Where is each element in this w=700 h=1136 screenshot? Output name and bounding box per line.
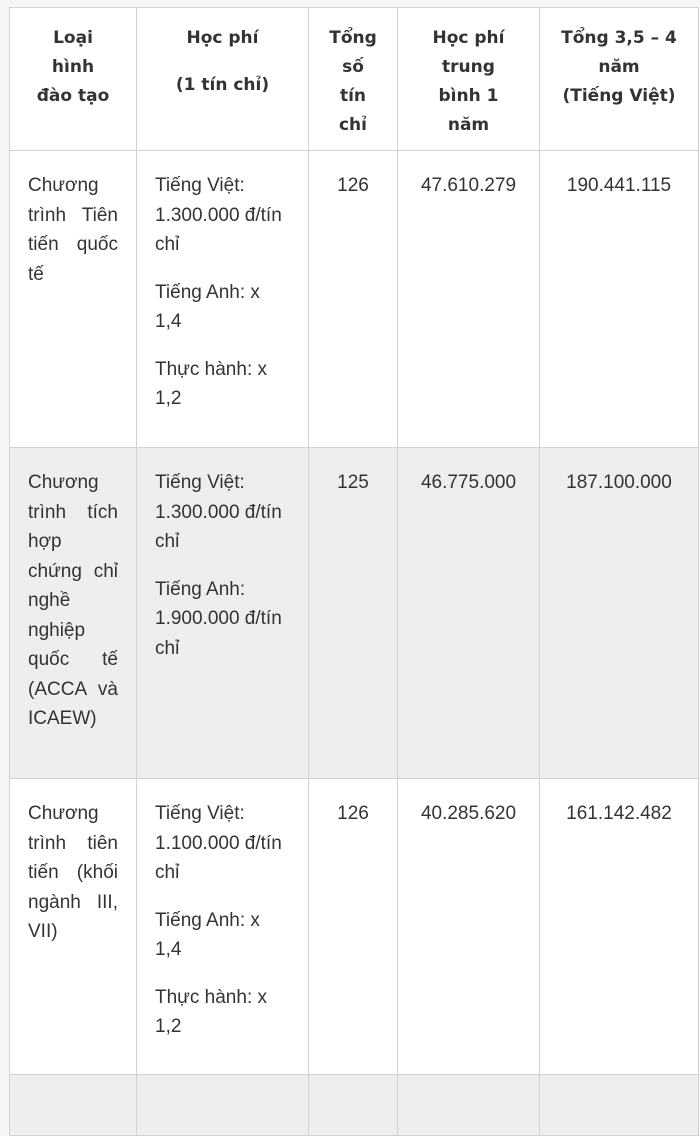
cell-fee: Tiếng Việt: 1.300.000 đ/tín chỉ Tiếng Anh: x 1,4 Thực hành: x 1,2 <box>137 151 309 448</box>
cell-empty <box>398 1075 540 1136</box>
cell-credits: 125 <box>309 448 398 779</box>
cell-fee: Tiếng Việt: 1.100.000 đ/tín chỉ Tiếng Anh: x 1,4 Thực hành: x 1,2 <box>137 779 309 1075</box>
cell-credits: 126 <box>309 151 398 448</box>
cell-training-type: Chương trình Tiên tiến quốc tế <box>10 151 137 448</box>
table-row <box>10 779 699 1075</box>
cell-fee: Tiếng Việt: 1.300.000 đ/tín chỉ Tiếng Anh: 1.900.000 đ/tín chỉ <box>137 448 309 779</box>
cell-total: 190.441.115 <box>540 151 699 448</box>
header-fee-per-credit: Học phí (1 tín chỉ) <box>137 8 309 151</box>
cell-empty <box>309 1075 398 1136</box>
cell-total: 187.100.000 <box>540 448 699 779</box>
cell-training-type: Chương trình tích hợp chứng chỉ nghề nghiệp quốc tế (ACCA và ICAEW) <box>10 448 137 779</box>
cell-avg-per-year: 46.775.000 <box>398 448 540 779</box>
cell-credits: 126 <box>309 779 398 1075</box>
header-avg-fee-per-year: Học phí trung bình 1 năm <box>398 8 540 151</box>
cell-empty <box>540 1075 699 1136</box>
header-total-years: Tổng 3,5 – 4 năm (Tiếng Việt) <box>540 8 699 151</box>
table-row <box>10 448 699 779</box>
table-row-partial <box>10 1075 699 1136</box>
cell-avg-per-year: 47.610.279 <box>398 151 540 448</box>
tuition-table <box>9 7 699 1136</box>
cell-avg-per-year: 40.285.620 <box>398 779 540 1075</box>
header-total-credits: Tổng số tín chỉ <box>309 8 398 151</box>
cell-empty <box>10 1075 137 1136</box>
cell-training-type: Chương trình tiên tiến (khối ngành III, VII) <box>10 779 137 1075</box>
header-training-type: Loại hình đào tạo <box>10 8 137 151</box>
table-row <box>10 151 699 448</box>
tuition-table-container <box>9 7 698 1136</box>
cell-total: 161.142.482 <box>540 779 699 1075</box>
table-header-row <box>10 8 699 151</box>
cell-empty <box>137 1075 309 1136</box>
